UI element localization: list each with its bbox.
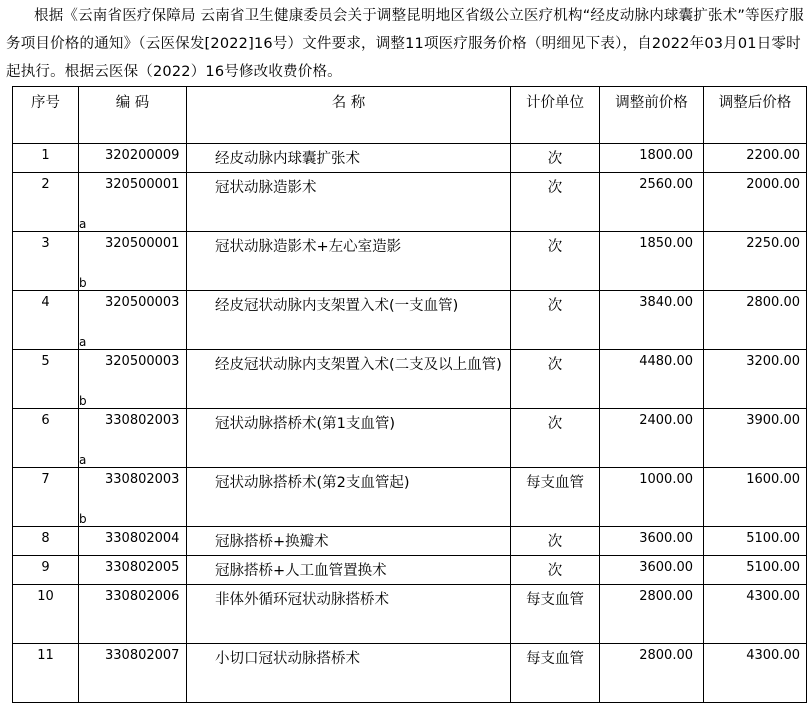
row-name: 冠脉搭桥+换瓣术 bbox=[187, 527, 511, 556]
row-seq: 2 bbox=[13, 173, 79, 232]
row-code-cell bbox=[79, 409, 187, 468]
row-price-after: 3900.00 bbox=[704, 409, 807, 468]
price-adjustment-table bbox=[12, 86, 807, 703]
row-price-after: 4300.00 bbox=[704, 585, 807, 644]
table-row bbox=[13, 173, 807, 232]
row-price-after: 3200.00 bbox=[704, 350, 807, 409]
table-row bbox=[13, 468, 807, 527]
row-name: 冠状动脉造影术 bbox=[187, 173, 511, 232]
row-code: 320500003 bbox=[105, 354, 180, 369]
row-seq: 8 bbox=[13, 527, 79, 556]
row-name: 经皮冠状动脉内支架置入术(一支血管) bbox=[187, 291, 511, 350]
row-price-before: 2800.00 bbox=[600, 644, 704, 703]
row-price-before: 2400.00 bbox=[600, 409, 704, 468]
row-code-suffix: a bbox=[79, 453, 87, 467]
row-code: 330802003 bbox=[105, 472, 180, 487]
row-code: 320500001 bbox=[105, 236, 180, 251]
row-seq: 5 bbox=[13, 350, 79, 409]
row-seq: 1 bbox=[13, 144, 79, 173]
row-code-cell bbox=[79, 644, 187, 703]
row-code-cell bbox=[79, 585, 187, 644]
row-name: 经皮冠状动脉内支架置入术(二支及以上血管) bbox=[187, 350, 511, 409]
header-name: 名 称 bbox=[187, 87, 511, 144]
table-row bbox=[13, 527, 807, 556]
row-price-before: 3840.00 bbox=[600, 291, 704, 350]
row-price-after: 4300.00 bbox=[704, 644, 807, 703]
row-code-cell bbox=[79, 468, 187, 527]
row-unit: 次 bbox=[511, 527, 600, 556]
row-code: 320500003 bbox=[105, 295, 180, 310]
table-row bbox=[13, 291, 807, 350]
row-code: 330802005 bbox=[105, 560, 180, 575]
table-row bbox=[13, 350, 807, 409]
row-unit: 每支血管 bbox=[511, 468, 600, 527]
row-unit: 次 bbox=[511, 350, 600, 409]
row-price-before: 1850.00 bbox=[600, 232, 704, 291]
row-name: 非体外循环冠状动脉搭桥术 bbox=[187, 585, 511, 644]
table-row bbox=[13, 232, 807, 291]
row-name: 小切口冠状动脉搭桥术 bbox=[187, 644, 511, 703]
row-price-after: 2800.00 bbox=[704, 291, 807, 350]
row-price-after: 5100.00 bbox=[704, 527, 807, 556]
row-code-suffix: a bbox=[79, 335, 87, 349]
row-price-before: 2560.00 bbox=[600, 173, 704, 232]
table-row bbox=[13, 585, 807, 644]
table-row bbox=[13, 144, 807, 173]
row-code-suffix: b bbox=[79, 276, 87, 290]
row-price-after: 5100.00 bbox=[704, 556, 807, 585]
row-seq: 4 bbox=[13, 291, 79, 350]
row-name: 冠脉搭桥+人工血管置换术 bbox=[187, 556, 511, 585]
row-unit: 次 bbox=[511, 409, 600, 468]
row-name: 冠状动脉搭桥术(第1支血管) bbox=[187, 409, 511, 468]
row-code-suffix: b bbox=[79, 394, 87, 408]
row-code-suffix: b bbox=[79, 512, 87, 526]
table-row bbox=[13, 409, 807, 468]
row-code-cell bbox=[79, 350, 187, 409]
table-row bbox=[13, 644, 807, 703]
row-name: 冠状动脉造影术+左心室造影 bbox=[187, 232, 511, 291]
row-unit: 次 bbox=[511, 144, 600, 173]
row-price-before: 1000.00 bbox=[600, 468, 704, 527]
row-price-before: 2800.00 bbox=[600, 585, 704, 644]
row-seq: 9 bbox=[13, 556, 79, 585]
row-code: 330802007 bbox=[105, 648, 180, 663]
row-name: 经皮动脉内球囊扩张术 bbox=[187, 144, 511, 173]
row-price-before: 3600.00 bbox=[600, 556, 704, 585]
row-seq: 3 bbox=[13, 232, 79, 291]
row-code: 320200009 bbox=[105, 148, 180, 163]
row-seq: 10 bbox=[13, 585, 79, 644]
row-code-cell bbox=[79, 527, 187, 556]
header-code: 编 码 bbox=[79, 87, 187, 144]
row-seq: 6 bbox=[13, 409, 79, 468]
row-price-before: 3600.00 bbox=[600, 527, 704, 556]
header-unit: 计价单位 bbox=[511, 87, 600, 144]
row-unit: 次 bbox=[511, 291, 600, 350]
row-code: 320500001 bbox=[105, 177, 180, 192]
row-name: 冠状动脉搭桥术(第2支血管起) bbox=[187, 468, 511, 527]
header-seq: 序号 bbox=[13, 87, 79, 144]
row-price-after: 2200.00 bbox=[704, 144, 807, 173]
row-code-cell bbox=[79, 556, 187, 585]
row-price-after: 1600.00 bbox=[704, 468, 807, 527]
row-code-suffix: a bbox=[79, 217, 87, 231]
row-code-cell bbox=[79, 232, 187, 291]
row-code: 330802004 bbox=[105, 531, 180, 546]
row-price-after: 2250.00 bbox=[704, 232, 807, 291]
row-unit: 次 bbox=[511, 556, 600, 585]
notice-paragraph bbox=[6, 2, 806, 86]
row-price-after: 2000.00 bbox=[704, 173, 807, 232]
header-price-after: 调整后价格 bbox=[704, 87, 807, 144]
row-seq: 7 bbox=[13, 468, 79, 527]
row-price-before: 1800.00 bbox=[600, 144, 704, 173]
row-seq: 11 bbox=[13, 644, 79, 703]
row-unit: 每支血管 bbox=[511, 585, 600, 644]
row-unit: 次 bbox=[511, 232, 600, 291]
row-code-cell bbox=[79, 173, 187, 232]
row-unit: 次 bbox=[511, 173, 600, 232]
notice-text: 根据《云南省医疗保障局 云南省卫生健康委员会关于调整昆明地区省级公立医疗机构“经皮动脉内球囊扩张术”等医疗服务项目价格的通知》（云医保发[2022]16号）文件要求，调整11项医疗服务价格（明细见下表），自2022年03月01日零时起执行。根据云医保（2022）16号修改收费价格。 bbox=[6, 8, 804, 80]
row-code: 330802003 bbox=[105, 413, 180, 428]
row-unit: 每支血管 bbox=[511, 644, 600, 703]
table-row bbox=[13, 556, 807, 585]
table-header-row bbox=[13, 87, 807, 144]
row-price-before: 4480.00 bbox=[600, 350, 704, 409]
row-code: 330802006 bbox=[105, 589, 180, 604]
row-code-cell bbox=[79, 291, 187, 350]
row-code-cell bbox=[79, 144, 187, 173]
header-price-before: 调整前价格 bbox=[600, 87, 704, 144]
